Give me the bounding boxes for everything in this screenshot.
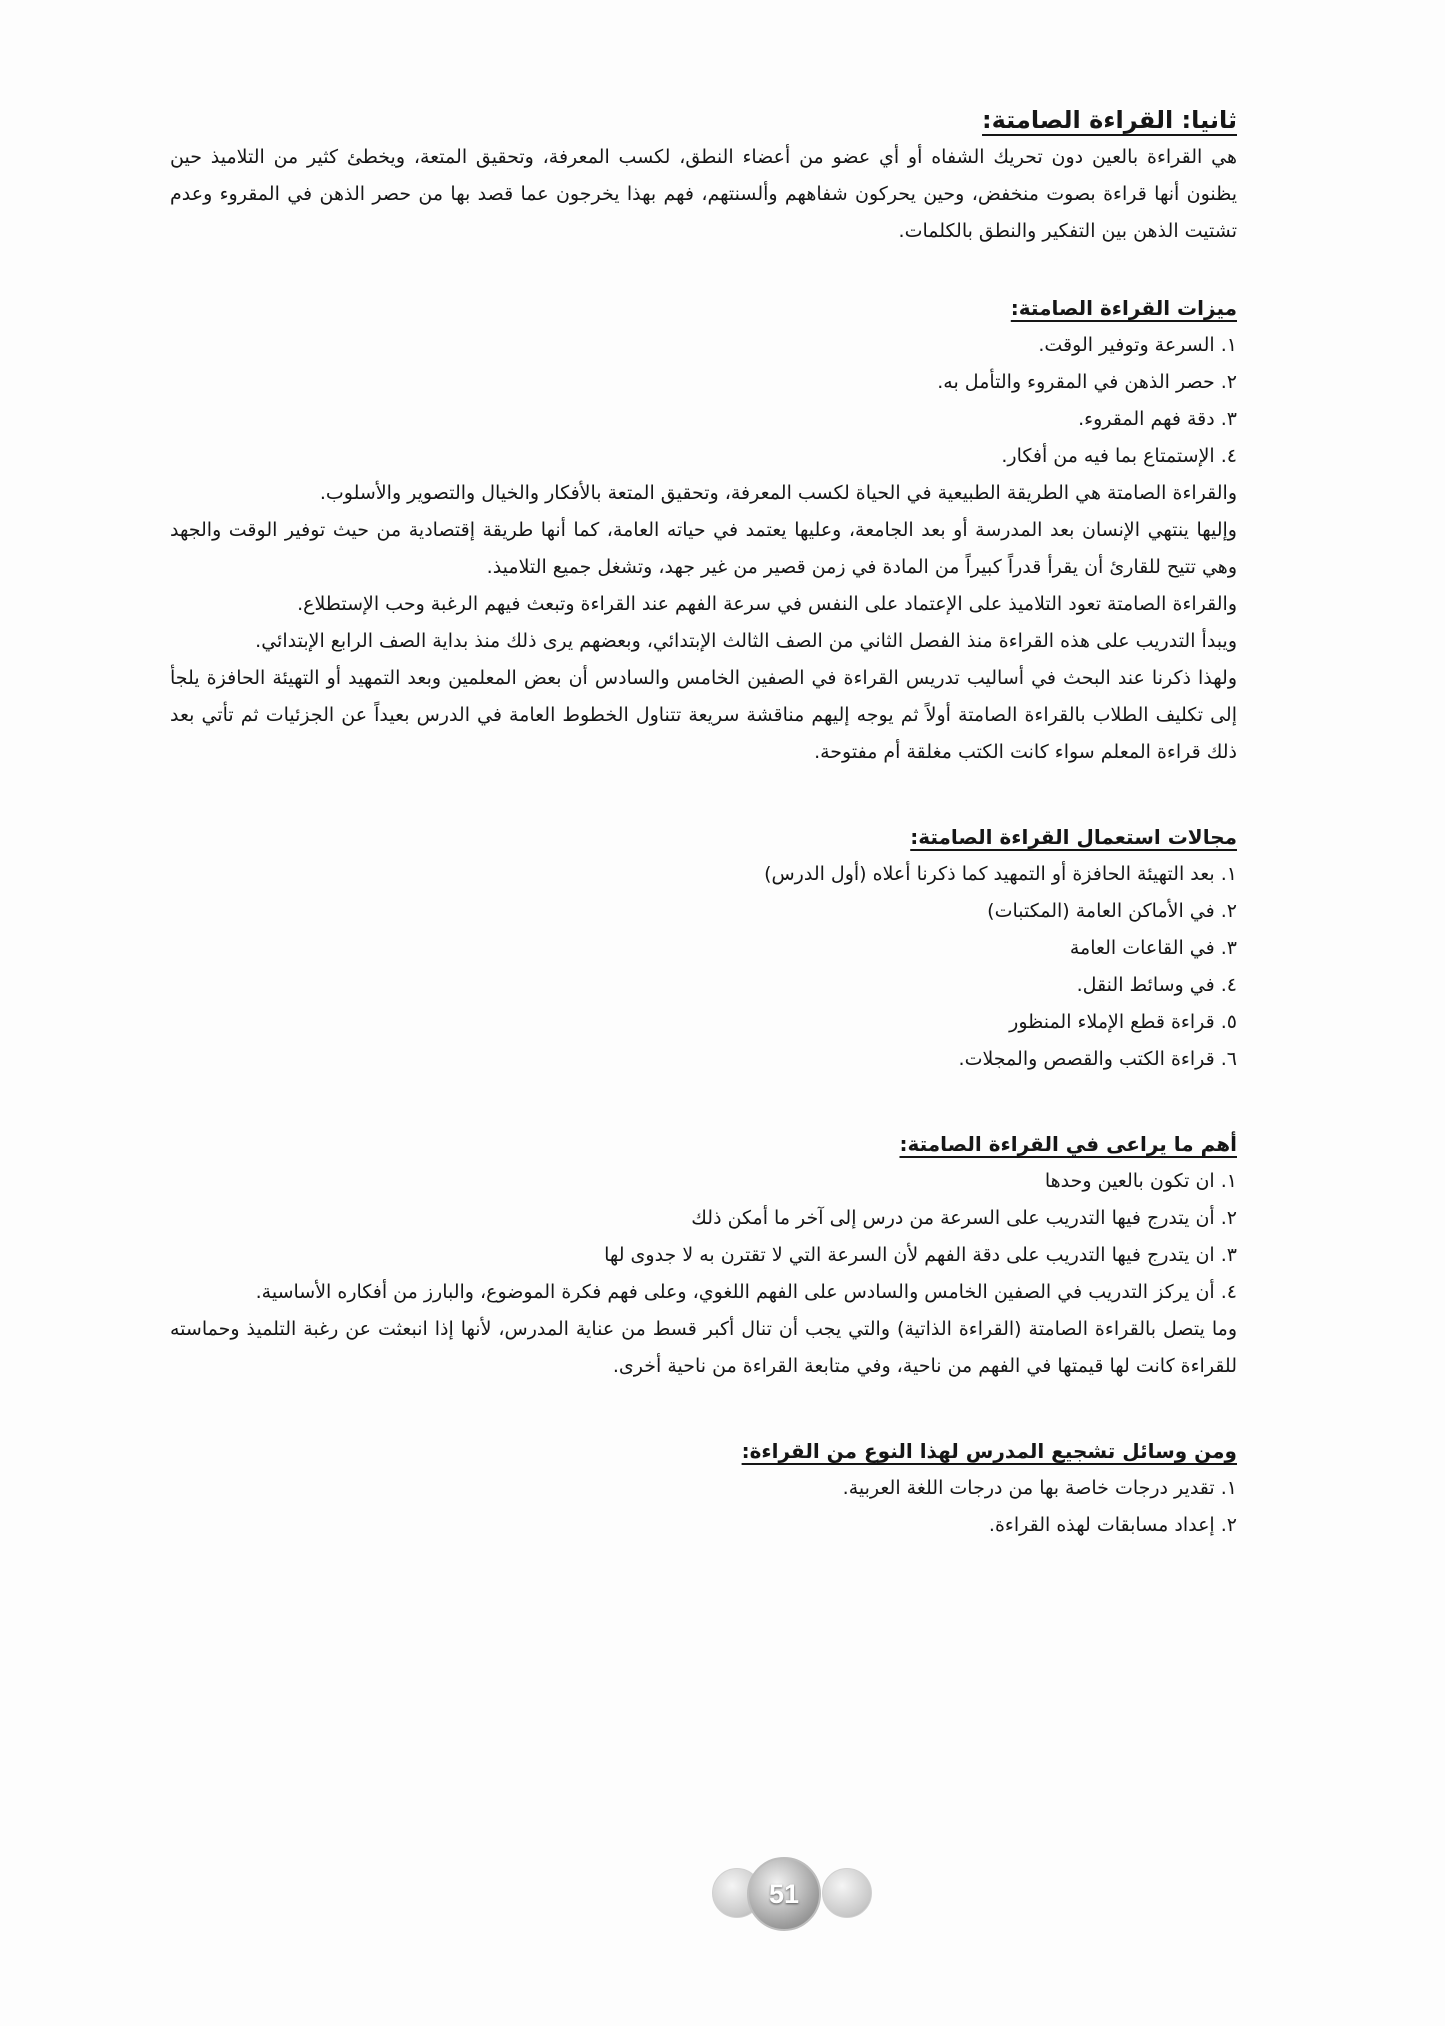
definition-paragraph: هي القراءة بالعين دون تحريك الشفاه أو أي عضو من أعضاء النطق، لكسب المعرفة، وتحقيق المتعة، ويخطئ كثير من التلاميذ حين يظنون أنها قراءة بصوت منخفض، وحين يحركون شفاههم وألسنتهم، فهم بهذا يخرجون عما قصد بها من حصر الذهن في المقروء وعدم تشتيت الذهن بين التفكير والنطق بالكلمات. <box>170 146 1237 242</box>
section-title-text: ثانيا: القراءة الصامتة: <box>982 106 1237 134</box>
list-item: ١. بعد التهيئة الحافزة أو التمهيد كما ذكرنا أعلاه (أول الدرس) <box>764 863 1237 885</box>
uses-list <box>170 856 1237 1078</box>
page-number: 51 <box>747 1857 821 1931</box>
paragraph: والقراءة الصامتة تعود التلاميذ على الإعتماد على النفس في سرعة الفهم عند القراءة وتبعث فيهم الرغبة وحب الإستطلاع. <box>297 593 1237 615</box>
decorative-ball-icon <box>822 1868 872 1918</box>
spacer <box>170 771 1237 819</box>
list-item: ٢. حصر الذهن في المقروء والتأمل به. <box>937 371 1237 393</box>
paragraph: ويبدأ التدريب على هذه القراءة منذ الفصل الثاني من الصف الثالث الإبتدائي، وبعضهم يرى ذلك منذ بداية الصف الرابع الإبتدائي. <box>255 630 1237 652</box>
encouragement-heading: ومن وسائل تشجيع المدرس لهذا النوع من القراءة: <box>741 1439 1237 1463</box>
list-item: ٤. في وسائط النقل. <box>1076 974 1237 996</box>
features-list <box>170 327 1237 475</box>
considerations-closing: وما يتصل بالقراءة الصامتة (القراءة الذاتية) والتي يجب أن تنال أكبر قسط من عناية المدرس، لأنها إذا انبعثت عن رغبة التلميذ وحماسته للقراءة كانت لها قيمتها في الفهم من ناحية، وفي متابعة القراءة من ناحية أخرى. <box>170 1318 1237 1377</box>
section-title <box>170 102 1237 139</box>
features-heading: ميزات القراءة الصامتة: <box>1010 296 1237 320</box>
paragraph: وإليها ينتهي الإنسان بعد المدرسة أو بعد الجامعة، وعليها يعتمد في حياته العامة، كما أنها طريقة إقتصادية من حيث توفير الوقت والجهد وهي تتيح للقارئ أن يقرأ قدراً كبيراً من المادة في زمن قصير من غير جهد، وتشغل جميع التلاميذ. <box>170 519 1237 578</box>
list-item: ٣. دقة فهم المقروء. <box>1078 408 1237 430</box>
list-item: ٣. في القاعات العامة <box>1069 937 1237 959</box>
uses-heading: مجالات استعمال القراءة الصامتة: <box>910 825 1237 849</box>
list-item: ٢. أن يتدرج فيها التدريب على السرعة من درس إلى آخر ما أمكن ذلك <box>691 1207 1237 1229</box>
list-item: ١. السرعة وتوفير الوقت. <box>1038 334 1237 356</box>
spacer <box>170 1385 1237 1433</box>
paragraph: ولهذا ذكرنا عند البحث في أساليب تدريس القراءة في الصفين الخامس والسادس أن بعض المعلمين وبعد التمهيد أو التهيئة الحافزة يلجأ إلى تكليف الطلاب بالقراءة الصامتة أولاً ثم يوجه إليهم مناقشة سريعة تتناول الخطوط العامة في الدرس بعيداً عن الجزئيات ثم تأتي بعد ذلك قراءة المعلم سواء كانت الكتب مغلقة أم مفتوحة. <box>170 667 1237 763</box>
list-item: ٦. قراءة الكتب والقصص والمجلات. <box>958 1048 1237 1070</box>
considerations-heading: أهم ما يراعى في القراءة الصامتة: <box>899 1132 1237 1156</box>
list-item: ٣. ان يتدرج فيها التدريب على دقة الفهم لأن السرعة التي لا تقترن به لا جدوى لها <box>604 1244 1237 1266</box>
spacer <box>170 250 1237 290</box>
list-item: ٢. إعداد مسابقات لهذه القراءة. <box>988 1514 1237 1536</box>
considerations-list <box>170 1163 1237 1311</box>
list-item: ٥. قراءة قطع الإملاء المنظور <box>1009 1011 1237 1033</box>
page-content <box>170 102 1237 1544</box>
list-item: ١. تقدير درجات خاصة بها من درجات اللغة العربية. <box>842 1477 1237 1499</box>
encouragement-list <box>170 1470 1237 1544</box>
spacer <box>170 1078 1237 1126</box>
list-item: ٤. الإستمتاع بما فيه من أفكار. <box>1001 445 1237 467</box>
list-item: ١. ان تكون بالعين وحدها <box>1044 1170 1237 1192</box>
list-item: ٤. أن يركز التدريب في الصفين الخامس والسادس على الفهم اللغوي، وعلى فهم فكرة الموضوع، والبارز من أفكاره الأساسية. <box>255 1281 1237 1303</box>
paragraph: والقراءة الصامتة هي الطريقة الطبيعية في الحياة لكسب المعرفة، وتحقيق المتعة بالأفكار والخيال والتصوير والأسلوب. <box>319 482 1237 504</box>
list-item: ٢. في الأماكن العامة (المكتبات) <box>987 900 1237 922</box>
